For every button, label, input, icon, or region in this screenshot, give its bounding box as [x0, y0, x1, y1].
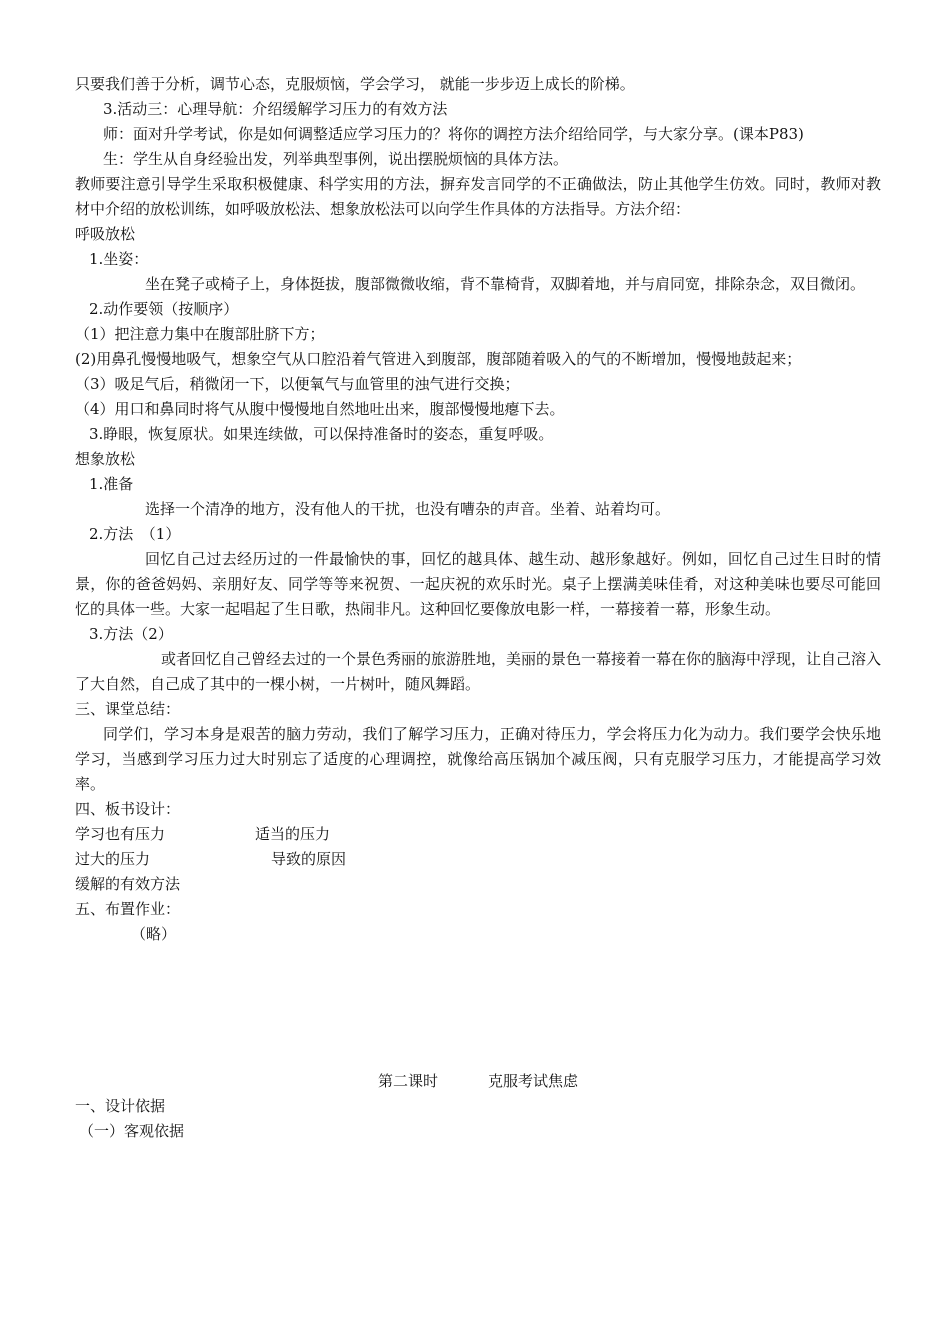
paragraph: 同学们，学习本身是艰苦的脑力劳动，我们了解学习压力，正确对待压力，学会将压力化为动力。我们要学会快乐地学习，当感到学习压力过大时别忘了适度的心理调控，就像给高压锅加个减压阀，只有克服学习压力，才能提高学习效率。 — [75, 725, 881, 793]
list-item: （1）把注意力集中在腹部肚脐下方； — [75, 325, 325, 343]
step-heading: 1.坐姿： — [89, 250, 149, 268]
step-heading: 3.方法（2） — [89, 625, 173, 643]
lesson-number: 第二课时 — [377, 1072, 438, 1090]
paragraph: 坐在凳子或椅子上，身体挺拔，腹部微微收缩，背不靠椅背，双脚着地，并与肩同宽，排除杂念，双目微闭。 — [145, 275, 866, 293]
paragraph: （略） — [131, 925, 177, 943]
board-row — [75, 872, 881, 897]
list-item: （3）吸足气后，稍微闭一下，以便氧气与血管里的浊气进行交换； — [75, 375, 520, 393]
board-row — [75, 847, 881, 872]
paragraph: 回忆自己过去经历过的一件最愉快的事，回忆的越具体、越生动、越形象越好。例如，回忆自己过生日时的情景，你的爸爸妈妈、亲朋好友、同学等等来祝贺、一起庆祝的欢乐时光。桌子上摆满美味佳肴，对这种美味也要尽可能回忆的具体一些。大家一起唱起了生日歌，热闹非凡。这种回忆要像放电影一样，一幕接着一幕，形象生动。 — [75, 550, 881, 618]
paragraph: 教师要注意引导学生采取积极健康、科学实用的方法，摒弃发言同学的不正确做法，防止其他学生仿效。同时，教师对教材中介绍的放松训练，如呼吸放松法、想象放松法可以向学生作具体的方法指导。方法介绍： — [75, 175, 881, 218]
lesson-title — [75, 1069, 881, 1094]
section-heading: 五、布置作业： — [75, 900, 181, 918]
section-label: 想象放松 — [75, 450, 136, 468]
section-label: 呼吸放松 — [75, 225, 136, 243]
paragraph: 只要我们善于分析，调节心态，克服烦恼，学会学习， 就能一步步迈上成长的阶梯。 — [75, 75, 635, 93]
document-page — [75, 72, 881, 1144]
board-cell: 适当的压力 — [255, 825, 331, 843]
step-heading: 1.准备 — [89, 475, 134, 493]
section-heading: 三、课堂总结： — [75, 700, 181, 718]
paragraph: 或者回忆自己曾经去过的一个景色秀丽的旅游胜地，美丽的景色一幕接着一幕在你的脑海中浮现，让自己溶入了大自然，自己成了其中的一棵小树，一片树叶，随风舞蹈。 — [75, 650, 882, 693]
lesson-name: 克服考试焦虑 — [488, 1072, 579, 1090]
step-heading: 2.动作要领（按顺序） — [89, 300, 239, 318]
list-item: （4）用口和鼻同时将气从腹中慢慢地自然地吐出来，腹部慢慢地瘪下去。 — [75, 400, 565, 418]
list-item: (2)用鼻孔慢慢地吸气，想象空气从口腔沿着气管进入到腹部，腹部随着吸入的气的不断增加，慢慢地鼓起来； — [75, 350, 802, 368]
paragraph: 师：面对升学考试，你是如何调整适应学习压力的？将你的调控方法介绍给同学，与大家分享。(课本P83) — [103, 125, 804, 143]
board-cell: 过大的压力 — [75, 850, 151, 868]
activity-heading: 3.活动三：心理导航：介绍缓解学习压力的有效方法 — [103, 100, 448, 118]
section-heading: 一、设计依据 — [75, 1097, 166, 1115]
paragraph: 生：学生从自身经验出发，列举典型事例，说出摆脱烦恼的具体方法。 — [103, 150, 569, 168]
board-cell: 导致的原因 — [271, 850, 347, 868]
paragraph: 选择一个清净的地方，没有他人的干扰，也没有嘈杂的声音。坐着、站着均可。 — [145, 500, 671, 518]
board-row — [75, 822, 881, 847]
step-heading: 3.睁眼，恢复原状。如果连续做，可以保持准备时的姿态，重复呼吸。 — [89, 425, 554, 443]
step-heading: 2.方法 （1） — [89, 525, 181, 543]
subsection-heading: （一）客观依据 — [79, 1122, 185, 1140]
section-heading: 四、板书设计： — [75, 800, 181, 818]
board-cell: 学习也有压力 — [75, 825, 166, 843]
board-cell: 缓解的有效方法 — [75, 875, 181, 893]
